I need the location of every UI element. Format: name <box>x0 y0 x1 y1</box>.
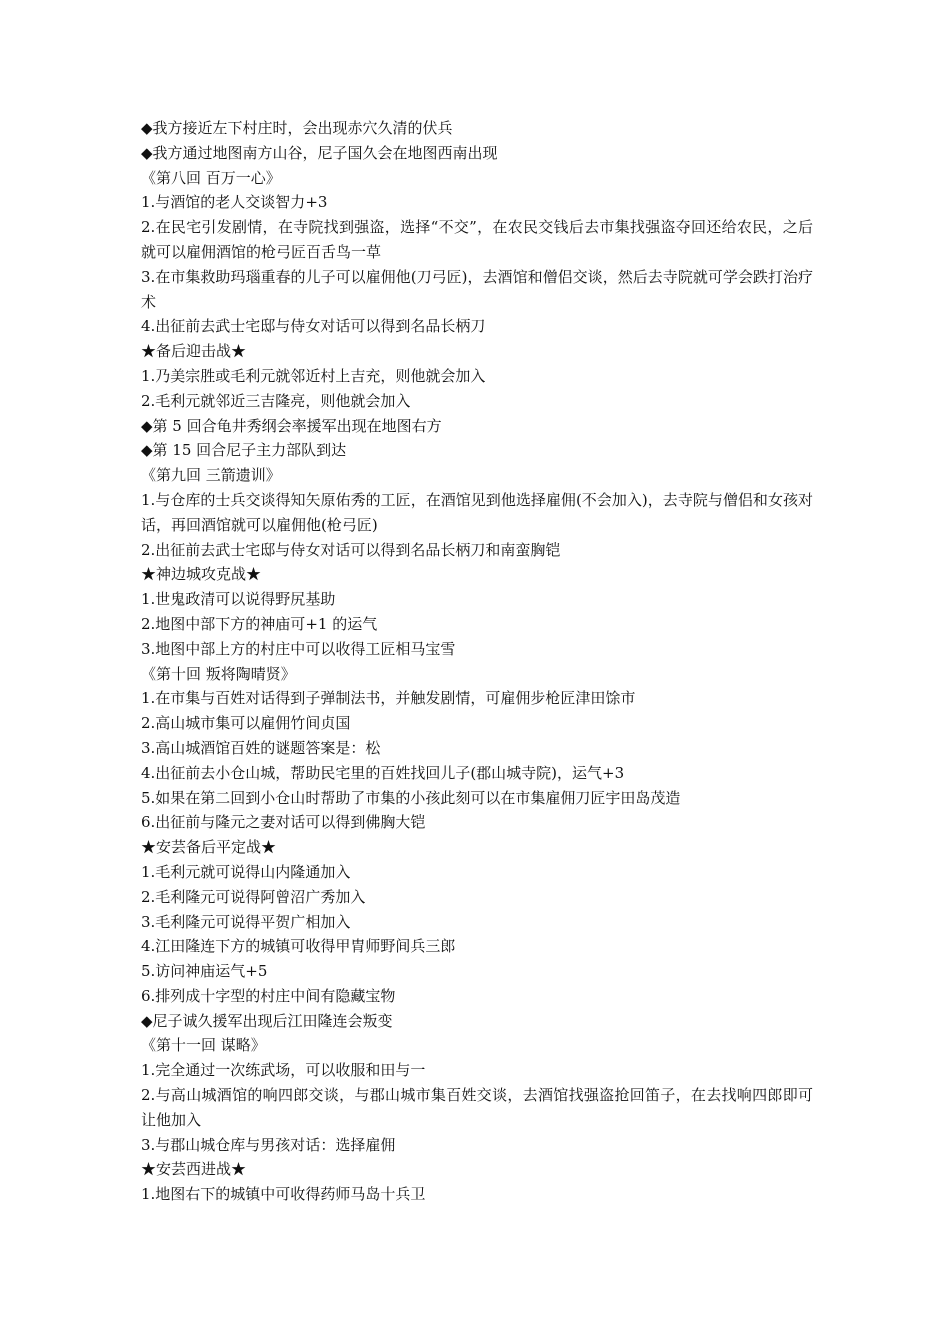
text-line: 3.与郡山城仓库与男孩对话：选择雇佣 <box>141 1135 396 1154</box>
text-line: 2.在民宅引发剧情，在寺院找到强盗，选择“不交”，在农民交钱后去市集找强盗夺回还给农民，之后就可以雇佣酒馆的枪弓匠百舌鸟一草 <box>141 218 813 261</box>
text-line: 1.与酒馆的老人交谈智力+3 <box>141 193 328 212</box>
battle-heading: ★神边城攻克战★ <box>141 565 262 584</box>
text-line: 2.高山城市集可以雇佣竹间贞国 <box>141 714 351 733</box>
text-line: 2.毛利隆元可说得阿曾沼广秀加入 <box>141 887 366 906</box>
text-line: 3.高山城酒馆百姓的谜题答案是：松 <box>141 738 381 757</box>
document-body <box>141 116 813 1207</box>
text-line: 1.与仓库的士兵交谈得知矢原佑秀的工匠，在酒馆见到他选择雇佣(不会加入)，去寺院与僧侣和女孩对话，再回酒馆就可以雇佣他(枪弓匠) <box>141 490 813 534</box>
text-line: 1.地图右下的城镇中可收得药师马岛十兵卫 <box>141 1185 426 1204</box>
text-line: 2.出征前去武士宅邸与侍女对话可以得到名品长柄刀和南蛮胸铠 <box>141 540 561 559</box>
battle-heading: ★安芸西进战★ <box>141 1160 247 1179</box>
text-line: 1.毛利元就可说得山内隆通加入 <box>141 862 351 881</box>
text-line: 3.地图中部上方的村庄中可以收得工匠相马宝雪 <box>141 639 456 658</box>
chapter-heading: 《第十一回 谋略》 <box>141 1036 266 1055</box>
chapter-heading: 《第九回 三箭遗训》 <box>141 466 281 485</box>
text-line: 4.出征前去小仓山城，帮助民宅里的百姓找回儿子(郡山城寺院)，运气+3 <box>141 763 625 782</box>
text-line: 1.完全通过一次练武场，可以收服和田与一 <box>141 1061 426 1080</box>
text-line: 2.与高山城酒馆的响四郎交谈，与郡山城市集百姓交谈，去酒馆找强盗抢回笛子，在去找响四郎即可让他加入 <box>141 1086 813 1129</box>
text-line: 4.江田隆连下方的城镇可收得甲胄师野间兵三郎 <box>141 937 456 956</box>
text-line: ◆第 5 回合龟井秀纲会率援军出现在地图右方 <box>141 416 442 435</box>
text-line: 5.访问神庙运气+5 <box>141 962 268 981</box>
battle-heading: ★安芸备后平定战★ <box>141 838 277 857</box>
text-line: 5.如果在第二回到小仓山时帮助了市集的小孩此刻可以在市集雇佣刀匠宇田岛茂造 <box>141 788 681 807</box>
text-line: 3.在市集救助玛瑙重春的儿子可以雇佣他(刀弓匠)，去酒馆和僧侣交谈，然后去寺院就可学会跌打治疗术 <box>141 267 813 311</box>
text-line: 1.世鬼政清可以说得野尻基助 <box>141 590 336 609</box>
text-line: 1.乃美宗胜或毛利元就邻近村上吉充，则他就会加入 <box>141 366 486 385</box>
text-line: ◆我方接近左下村庄时，会出现赤穴久清的伏兵 <box>141 119 453 137</box>
text-line: ◆我方通过地图南方山谷，尼子国久会在地图西南出现 <box>141 143 498 162</box>
text-line: 3.毛利隆元可说得平贺广相加入 <box>141 912 351 931</box>
text-line: 2.地图中部下方的神庙可+1 的运气 <box>141 614 378 633</box>
text-line: 1.在市集与百姓对话得到子弹制法书，并触发剧情，可雇佣步枪匠津田馀市 <box>141 689 636 708</box>
text-line: 2.毛利元就邻近三吉隆亮，则他就会加入 <box>141 391 411 410</box>
chapter-heading: 《第十回 叛将陶晴贤》 <box>141 664 296 683</box>
text-line: 4.出征前去武士宅邸与侍女对话可以得到名品长柄刀 <box>141 317 486 336</box>
chapter-heading: 《第八回 百万一心》 <box>141 168 281 187</box>
text-line: 6.排列成十字型的村庄中间有隐藏宝物 <box>141 986 396 1005</box>
text-line: ◆第 15 回合尼子主力部队到达 <box>141 441 347 460</box>
text-line: 6.出征前与隆元之妻对话可以得到佛胸大铠 <box>141 813 426 832</box>
battle-heading: ★备后迎击战★ <box>141 342 247 361</box>
text-line: ◆尼子诚久援军出现后江田隆连会叛变 <box>141 1011 393 1030</box>
